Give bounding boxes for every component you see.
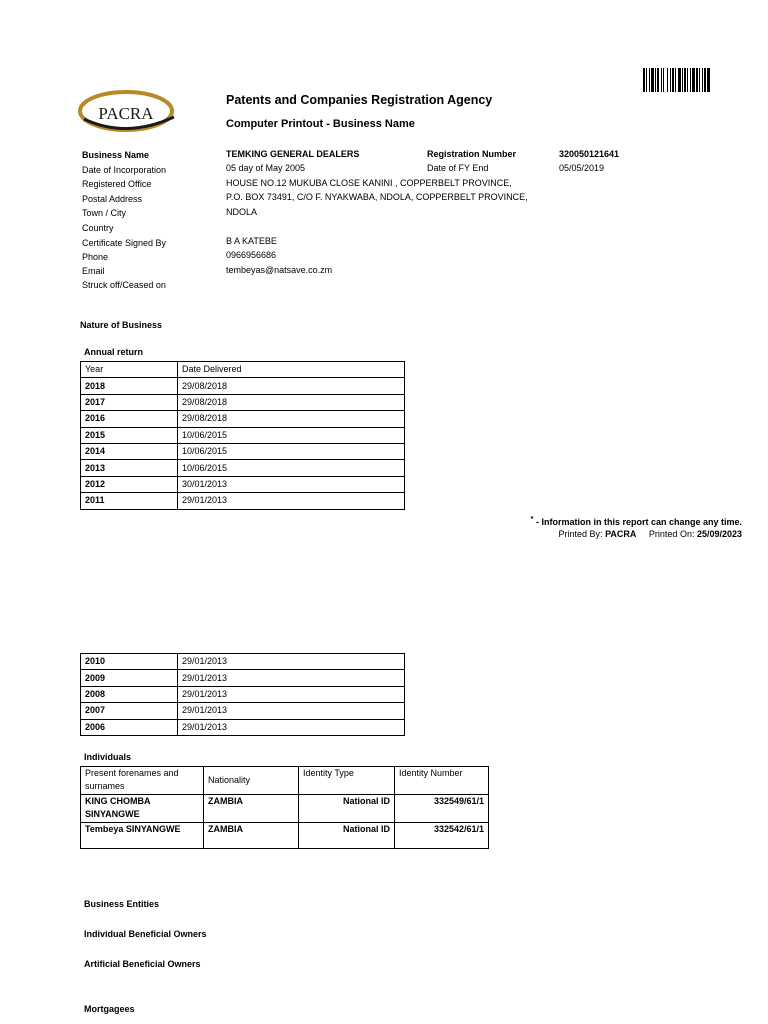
barcode-bar [690,68,691,92]
individual-nationality: ZAMBIA [204,823,299,849]
individuals-table [80,766,489,849]
printout-title: Computer Printout - Business Name [226,118,415,130]
value-email: tembeyas@natsave.co.zm [226,265,333,275]
artificial-beneficial-owners-heading: Artificial Beneficial Owners [84,959,201,969]
return-year: 2014 [81,443,178,459]
value-town-city: NDOLA [226,207,258,217]
barcode-bar [649,68,650,92]
return-date-delivered: 29/01/2013 [178,703,405,719]
barcode-bar [667,68,668,92]
annual-return-row [81,476,405,492]
barcode-bar [675,68,676,92]
barcode-bar [704,68,706,92]
individual-identity-type: National ID [299,823,395,849]
individual-identity-type: National ID [299,795,395,823]
annual-return-row [81,686,405,702]
return-year: 2006 [81,719,178,735]
label-email: Email [82,266,105,276]
annual-return-row [81,703,405,719]
label-phone: Phone [82,252,109,262]
annual-return-row [81,394,405,410]
individual-identity-number: 332542/61/1 [395,823,489,849]
barcode-bar [663,68,664,92]
header-year: Year [81,362,178,378]
return-date-delivered: 10/06/2015 [178,443,405,459]
barcode-bar [699,68,700,92]
barcode-bar [672,68,674,92]
individual-identity-number: 332549/61/1 [395,795,489,823]
barcode-bar [682,68,683,92]
return-year: 2009 [81,670,178,686]
pacra-logo [76,87,180,137]
value-business-name: TEMKING GENERAL DEALERS [226,149,360,159]
return-date-delivered: 29/01/2013 [178,686,405,702]
barcode-bar [678,68,681,92]
label-country: Country [82,223,114,233]
annual-return-header-row [81,362,405,378]
mortgagees-heading: Mortgagees [84,1004,135,1014]
return-date-delivered: 30/01/2013 [178,476,405,492]
header-date-delivered: Date Delivered [178,362,405,378]
return-year: 2016 [81,411,178,427]
barcode-bar [643,68,645,92]
annual-return-row [81,670,405,686]
info-notice [531,514,742,527]
header-identity-number: Identity Number [395,767,489,795]
barcode-bar [655,68,656,92]
return-date-delivered: 29/08/2018 [178,378,405,394]
return-date-delivered: 29/08/2018 [178,411,405,427]
individuals-heading: Individuals [84,752,132,762]
label-registration-number: Registration Number [427,149,517,159]
barcode-bar [657,68,659,92]
return-year: 2018 [81,378,178,394]
individuals-header-row [81,767,489,795]
individual-row [81,795,489,823]
barcode-bar [670,68,671,92]
annual-return-row [81,460,405,476]
individual-row [81,823,489,849]
value-phone: 0966956686 [226,250,277,260]
barcode-bar [661,68,662,92]
return-year: 2011 [81,493,178,509]
barcode-bar [646,68,647,92]
annual-return-row [81,654,405,670]
return-year: 2015 [81,427,178,443]
printed-info [559,529,742,539]
label-struck-off: Struck off/Ceased on [82,280,166,290]
business-entities-heading: Business Entities [84,899,160,909]
label-town-city: Town / City [82,208,127,218]
barcode-bar [684,68,686,92]
return-date-delivered: 29/01/2013 [178,719,405,735]
annual-return-row [81,493,405,509]
individual-name: Tembeya SINYANGWE [81,823,204,849]
annual-return-row [81,378,405,394]
annual-return-row [81,411,405,427]
barcode-bar [651,68,654,92]
return-date-delivered: 29/01/2013 [178,654,405,670]
return-date-delivered: 10/06/2015 [178,460,405,476]
value-certificate-signed-by: B A KATEBE [226,236,277,246]
nature-of-business-heading: Nature of Business [80,320,163,330]
return-year: 2013 [81,460,178,476]
annual-return-heading: Annual return [84,347,144,357]
value-registration-number: 320050121641 [559,149,620,159]
return-date-delivered: 29/08/2018 [178,394,405,410]
value-date-of-fy-end: 05/05/2019 [559,163,605,173]
return-date-delivered: 29/01/2013 [178,493,405,509]
individual-nationality: ZAMBIA [204,795,299,823]
label-certificate-signed-by: Certificate Signed By [82,238,167,248]
header-identity-type: Identity Type [299,767,395,795]
barcode-bar [707,68,710,92]
return-year: 2010 [81,654,178,670]
annual-return-table-continued [80,653,405,736]
header-forenames-surnames: Present forenames and surnames [81,767,204,795]
return-year: 2008 [81,686,178,702]
notice-text: - Information in this report can change any time. [533,517,742,527]
return-year: 2012 [81,476,178,492]
barcode-bar [696,68,698,92]
barcode-bar [692,68,695,92]
label-date-of-incorporation: Date of Incorporation [82,165,167,175]
annual-return-table [80,361,405,510]
barcode-bar [702,68,703,92]
printed-on-label: Printed On: [648,529,697,539]
value-date-of-incorporation: 05 day of May 2005 [226,163,306,173]
annual-return-row [81,443,405,459]
header-nationality: Nationality [204,767,299,795]
printed-on-value: 25/09/2023 [696,529,742,539]
annual-return-row [81,719,405,735]
agency-name: Patents and Companies Registration Agency [226,93,493,107]
label-business-name: Business Name [82,150,150,160]
individual-beneficial-owners-heading: Individual Beneficial Owners [84,929,207,939]
notice-star: * [530,514,534,523]
label-postal-address: Postal Address [82,194,143,204]
printed-by-label: Printed By: [558,529,606,539]
annual-return-row [81,427,405,443]
label-registered-office: Registered Office [82,179,152,189]
value-postal-address: P.O. BOX 73491, C/O F. NYAKWABA, NDOLA, COPPERBELT PROVINCE, [226,192,528,202]
label-date-of-fy-end: Date of FY End [427,163,489,173]
logo-text: PACRA [98,104,154,123]
return-date-delivered: 10/06/2015 [178,427,405,443]
printed-by-value: PACRA [605,529,637,539]
individual-name: KING CHOMBA SINYANGWE [81,795,204,823]
value-registered-office: HOUSE NO.12 MUKUBA CLOSE KANINI , COPPERBELT PROVINCE, [226,178,512,188]
return-date-delivered: 29/01/2013 [178,670,405,686]
barcode [643,68,743,92]
return-year: 2007 [81,703,178,719]
barcode-bar [687,68,688,92]
return-year: 2017 [81,394,178,410]
